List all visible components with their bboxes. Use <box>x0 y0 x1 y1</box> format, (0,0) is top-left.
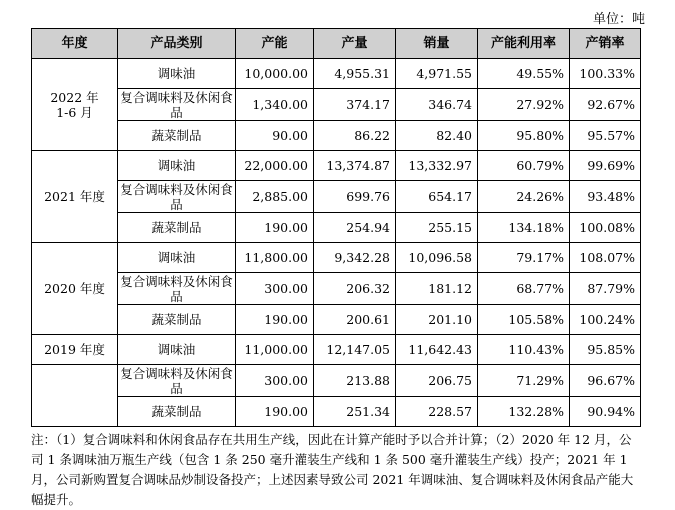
header-sell-through: 产销率 <box>570 29 641 59</box>
value-cell: 2,885.00 <box>236 181 314 213</box>
category-cell: 调味油 <box>118 243 236 273</box>
production-capacity-table <box>31 28 641 427</box>
value-cell: 228.57 <box>396 397 478 427</box>
value-cell: 9,342.28 <box>314 243 396 273</box>
category-cell: 复合调味料及休闲食品 <box>118 273 236 305</box>
value-cell: 95.85% <box>570 335 641 365</box>
value-cell: 96.67% <box>570 365 641 397</box>
table-row <box>32 89 641 121</box>
category-cell: 调味油 <box>118 59 236 89</box>
value-cell: 10,000.00 <box>236 59 314 89</box>
value-cell: 254.94 <box>314 213 396 243</box>
value-cell: 24.26% <box>478 181 570 213</box>
value-cell: 11,000.00 <box>236 335 314 365</box>
value-cell: 82.40 <box>396 121 478 151</box>
header-capacity: 产能 <box>236 29 314 59</box>
value-cell: 300.00 <box>236 273 314 305</box>
category-cell: 复合调味料及休闲食品 <box>118 181 236 213</box>
table-row <box>32 273 641 305</box>
value-cell: 100.08% <box>570 213 641 243</box>
value-cell: 27.92% <box>478 89 570 121</box>
value-cell: 206.32 <box>314 273 396 305</box>
table-row <box>32 243 641 273</box>
value-cell: 79.17% <box>478 243 570 273</box>
value-cell: 90.94% <box>570 397 641 427</box>
value-cell: 71.29% <box>478 365 570 397</box>
value-cell: 93.48% <box>570 181 641 213</box>
year-cell: 2019 年度 <box>32 335 118 365</box>
value-cell: 12,147.05 <box>314 335 396 365</box>
category-cell: 蔬菜制品 <box>118 121 236 151</box>
header-utilization: 产能利用率 <box>478 29 570 59</box>
value-cell: 105.58% <box>478 305 570 335</box>
value-cell: 4,955.31 <box>314 59 396 89</box>
year-cell-empty <box>32 365 118 427</box>
footnote: 注：（1）复合调味料和休闲食品存在共用生产线，因此在计算产能时予以合并计算；（2）2020 年 12 月，公司 1 条调味油万瓶生产线（包含 1 条 250 毫升灌装生产线和 1 条 500 毫升灌装生产线）投产；2021 年 1 月，公司新购置复合调味品炒制设备投产；上述因素导致公司 2021 年调味油、复合调味料及休闲食品产能大幅提升。 <box>31 432 634 507</box>
category-cell: 蔬菜制品 <box>118 397 236 427</box>
category-cell: 调味油 <box>118 335 236 365</box>
value-cell: 86.22 <box>314 121 396 151</box>
value-cell: 11,800.00 <box>236 243 314 273</box>
value-cell: 1,340.00 <box>236 89 314 121</box>
header-output: 产量 <box>314 29 396 59</box>
value-cell: 13,374.87 <box>314 151 396 181</box>
header-year: 年度 <box>32 29 118 59</box>
value-cell: 100.24% <box>570 305 641 335</box>
value-cell: 213.88 <box>314 365 396 397</box>
value-cell: 95.57% <box>570 121 641 151</box>
category-cell: 蔬菜制品 <box>118 213 236 243</box>
value-cell: 13,332.97 <box>396 151 478 181</box>
value-cell: 100.33% <box>570 59 641 89</box>
value-cell: 374.17 <box>314 89 396 121</box>
value-cell: 90.00 <box>236 121 314 151</box>
table-row <box>32 397 641 427</box>
table-row <box>32 121 641 151</box>
value-cell: 190.00 <box>236 305 314 335</box>
table-row <box>32 213 641 243</box>
value-cell: 108.07% <box>570 243 641 273</box>
value-cell: 190.00 <box>236 213 314 243</box>
category-cell: 复合调味料及休闲食品 <box>118 89 236 121</box>
value-cell: 200.61 <box>314 305 396 335</box>
table-row <box>32 151 641 181</box>
value-cell: 92.67% <box>570 89 641 121</box>
value-cell: 87.79% <box>570 273 641 305</box>
year-cell: 2020 年度 <box>32 243 118 335</box>
value-cell: 134.18% <box>478 213 570 243</box>
header-sales: 销量 <box>396 29 478 59</box>
table-row <box>32 335 641 365</box>
value-cell: 49.55% <box>478 59 570 89</box>
table-row <box>32 365 641 397</box>
value-cell: 190.00 <box>236 397 314 427</box>
table-row <box>32 59 641 89</box>
value-cell: 68.77% <box>478 273 570 305</box>
value-cell: 99.69% <box>570 151 641 181</box>
header-row <box>32 29 641 59</box>
value-cell: 251.34 <box>314 397 396 427</box>
value-cell: 132.28% <box>478 397 570 427</box>
value-cell: 110.43% <box>478 335 570 365</box>
value-cell: 654.17 <box>396 181 478 213</box>
value-cell: 22,000.00 <box>236 151 314 181</box>
value-cell: 699.76 <box>314 181 396 213</box>
year-cell: 2022 年 1-6 月 <box>32 59 118 151</box>
value-cell: 181.12 <box>396 273 478 305</box>
value-cell: 300.00 <box>236 365 314 397</box>
table-row <box>32 305 641 335</box>
year-cell: 2021 年度 <box>32 151 118 243</box>
value-cell: 95.80% <box>478 121 570 151</box>
value-cell: 11,642.43 <box>396 335 478 365</box>
header-category: 产品类别 <box>118 29 236 59</box>
category-cell: 复合调味料及休闲食品 <box>118 365 236 397</box>
value-cell: 4,971.55 <box>396 59 478 89</box>
value-cell: 60.79% <box>478 151 570 181</box>
value-cell: 10,096.58 <box>396 243 478 273</box>
value-cell: 346.74 <box>396 89 478 121</box>
value-cell: 206.75 <box>396 365 478 397</box>
value-cell: 255.15 <box>396 213 478 243</box>
unit-label: 单位：吨 <box>592 12 645 27</box>
value-cell: 201.10 <box>396 305 478 335</box>
category-cell: 调味油 <box>118 151 236 181</box>
category-cell: 蔬菜制品 <box>118 305 236 335</box>
table-row <box>32 181 641 213</box>
